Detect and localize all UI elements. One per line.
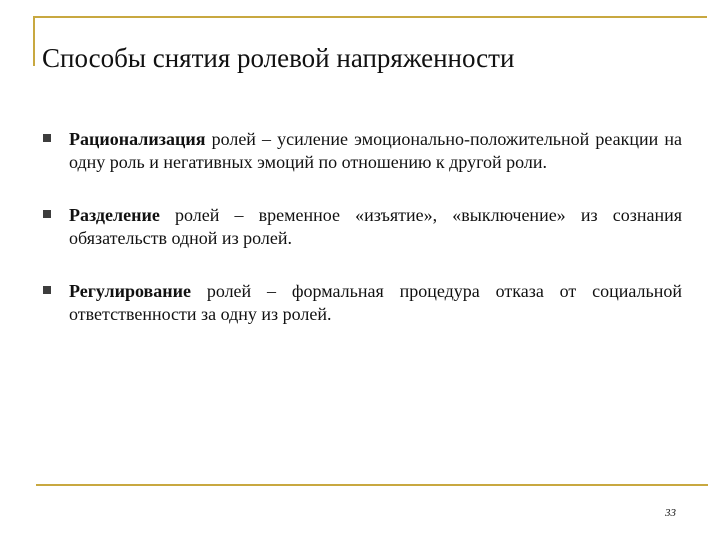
square-bullet-icon xyxy=(43,134,51,142)
bullet-item-separation xyxy=(42,204,682,250)
left-rule xyxy=(33,16,35,66)
page-number: 33 xyxy=(665,507,676,519)
bullet-description: ролей – усиление эмоционально-положительной реакции на одну роль и негативных эмоций по отношению к другой роли. xyxy=(69,129,682,172)
bullet-text xyxy=(69,280,682,326)
bullet-text xyxy=(69,128,682,174)
bullet-term: Регулирование xyxy=(69,281,191,301)
top-rule xyxy=(33,16,707,18)
bullet-item-regulation xyxy=(42,280,682,326)
slide-title: Способы снятия ролевой напряженности xyxy=(42,43,515,73)
square-bullet-icon xyxy=(43,210,51,218)
bullet-description: ролей – формальная процедура отказа от социальной ответственности за одну из ролей. xyxy=(69,281,682,324)
bottom-rule xyxy=(36,484,708,486)
bullet-list xyxy=(42,128,682,356)
bullet-item-rationalization xyxy=(42,128,682,174)
bullet-text xyxy=(69,204,682,250)
square-bullet-icon xyxy=(43,286,51,294)
bullet-description: ролей – временное «изъятие», «выключение» из сознания обязательств одной из ролей. xyxy=(69,205,682,248)
bullet-term: Разделение xyxy=(69,205,160,225)
bullet-term: Рационализация xyxy=(69,129,206,149)
